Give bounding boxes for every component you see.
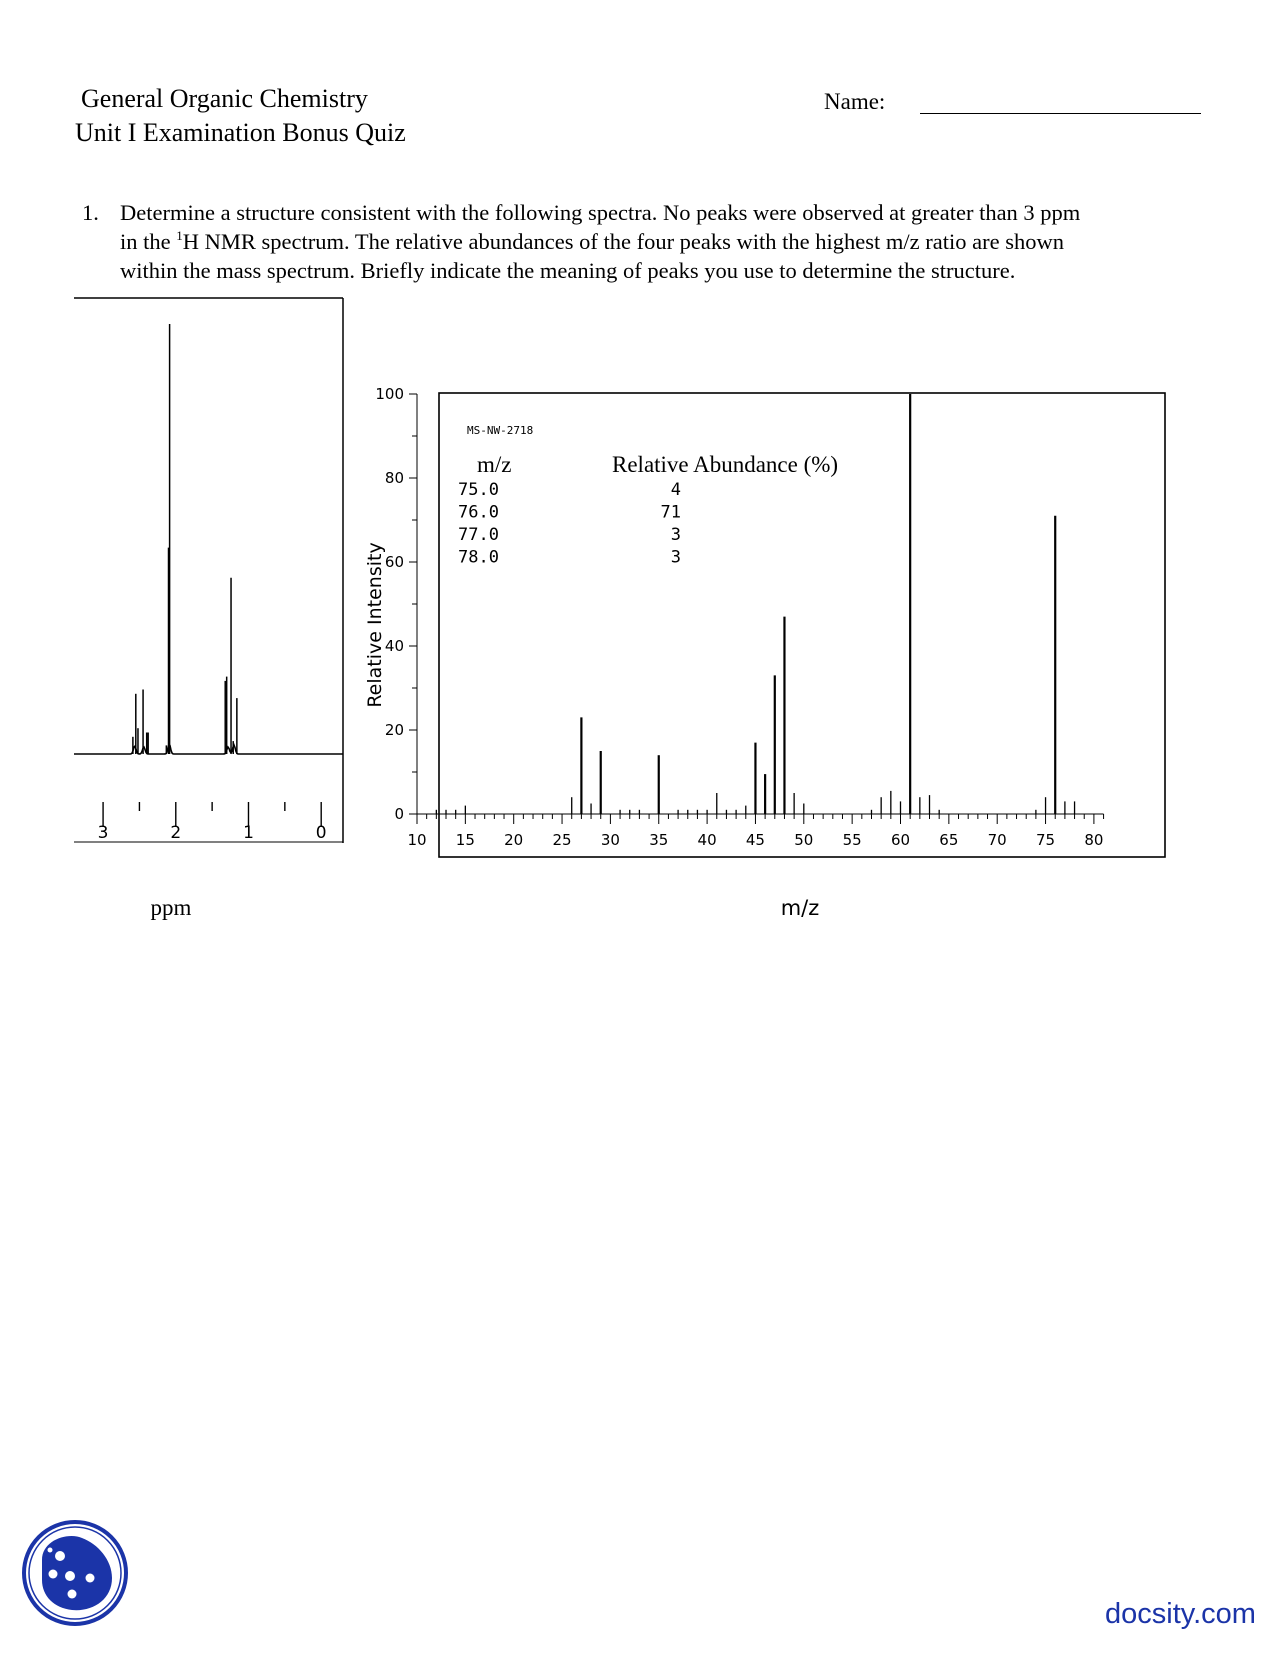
question-line-1: Determine a structure consistent with the following spectra. No peaks were observed at greater than 3 ppm <box>120 200 1081 225</box>
ms-x-tick-label: 25 <box>552 831 572 849</box>
nmr-spectrum <box>70 290 350 920</box>
ms-y-axis-label: Relative Intensity <box>364 542 386 708</box>
question-line-2 <box>120 227 1210 256</box>
ms-table-mz: 78.0 <box>458 547 499 568</box>
nmr-tick-label: 0 <box>315 823 327 843</box>
ms-x-tick-label: 70 <box>987 831 1007 849</box>
ms-x-axis-label: m/z <box>780 896 820 920</box>
nmr-tick-label: 2 <box>170 823 182 843</box>
nmr-x-axis-label: ppm <box>150 895 192 920</box>
ms-table-abundance: 3 <box>670 547 681 568</box>
course-title: General Organic Chemistry <box>81 84 368 113</box>
ms-x-tick-label: 45 <box>745 831 765 849</box>
ms-x-tick-label: 40 <box>697 831 717 849</box>
ms-x-tick-label: 55 <box>842 831 862 849</box>
ms-x-tick-label: 30 <box>600 831 620 849</box>
nmr-tick-label: 1 <box>243 823 254 843</box>
ms-table-header-mz: m/z <box>477 452 512 477</box>
ms-x-tick-label: 20 <box>504 831 524 849</box>
ms-y-tick-label: 80 <box>384 469 404 487</box>
ms-x-tick-label: 35 <box>649 831 669 849</box>
question-text <box>120 198 1210 285</box>
ms-table-rows <box>458 480 681 568</box>
name-label: Name: <box>824 89 886 114</box>
question-number: 1. <box>82 200 99 225</box>
ms-table-abundance: 4 <box>670 480 681 500</box>
ms-table-mz: 77.0 <box>458 525 499 545</box>
ms-y-tick-label: 0 <box>394 805 404 823</box>
ms-x-tick-label: 15 <box>455 831 475 849</box>
nmr-ticks <box>70 802 327 843</box>
ms-table-header-abundance: Relative Abundance (%) <box>612 452 839 477</box>
ms-x-tick-label: 60 <box>890 831 911 849</box>
ms-spectrum-id: MS-NW-2718 <box>467 424 534 437</box>
ms-x-tick-label: 50 <box>794 831 814 849</box>
ms-table-abundance: 71 <box>660 502 681 523</box>
ms-y-tick-label: 40 <box>384 637 404 655</box>
ms-table-mz: 76.0 <box>458 502 499 523</box>
docsity-brand-link[interactable]: docsity.com <box>1105 1598 1256 1630</box>
ms-y-tick-label: 100 <box>375 385 404 403</box>
ms-y-tick-label: 60 <box>384 553 404 571</box>
ms-x-tick-label: 80 <box>1084 831 1104 849</box>
ms-x-tick-label: 10 <box>407 831 427 849</box>
nmr-peaks <box>133 324 237 754</box>
ms-table-mz: 75.0 <box>458 480 499 500</box>
question-line-2-start: in the <box>120 229 177 254</box>
ms-table-abundance: 3 <box>670 525 681 545</box>
mass-spectrum <box>355 380 1175 930</box>
ms-y-tick-label: 20 <box>384 721 404 739</box>
exam-title: Unit I Examination Bonus Quiz <box>75 118 406 147</box>
ms-x-tick-label: 75 <box>1036 831 1056 849</box>
question-line-2-end: H NMR spectrum. The relative abundances of the four peaks with the highest m/z ratio are shown <box>182 229 1064 254</box>
docsity-logo-icon[interactable] <box>20 1518 130 1628</box>
ms-x-tick-label: 65 <box>939 831 959 849</box>
nmr-baseline <box>74 744 343 754</box>
isotope-superscript: 1 <box>176 228 183 243</box>
question-line-3: within the mass spectrum. Briefly indicate the meaning of peaks you use to determine the structure. <box>120 258 1016 283</box>
nmr-tick-label: 3 <box>97 823 109 843</box>
name-blank-line[interactable] <box>920 113 1201 114</box>
ms-x-ticks <box>407 814 1103 849</box>
